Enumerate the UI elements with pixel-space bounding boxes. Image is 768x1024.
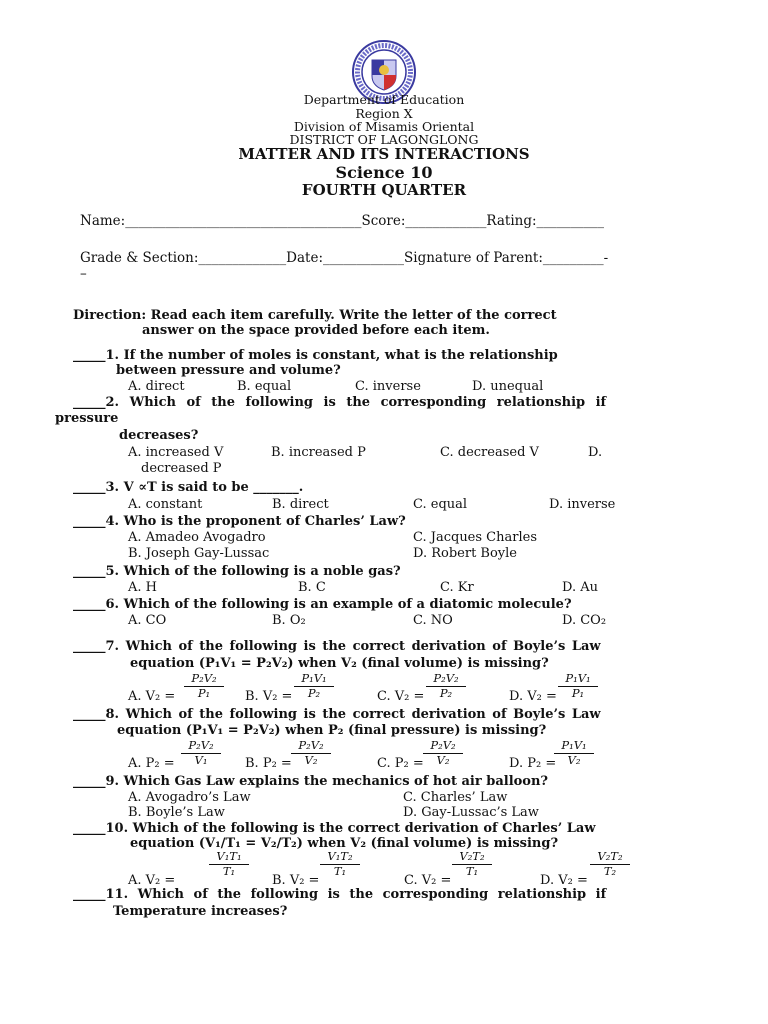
q6-choice-c: C. NO (413, 613, 453, 628)
q2-choice-c: C. decreased V (440, 445, 539, 460)
q4-choice-b: B. Joseph Gay-Lussac (128, 546, 270, 561)
q10-fraction-d (590, 851, 630, 877)
q8-a-numerator: P₂V₂ (181, 740, 221, 754)
q10-b-numerator: V₁T₂ (320, 851, 360, 865)
q8-d-numerator: P₁V₁ (554, 740, 594, 754)
q10-d-denominator: T₂ (603, 863, 617, 878)
q8-a-denominator: V₁ (194, 752, 208, 767)
q7-c-numerator: P₂V₂ (426, 673, 466, 687)
q1-choice-a: A. direct (128, 379, 185, 394)
q3-choice-a: A. constant (128, 497, 203, 512)
q8-c-numerator: P₂V₂ (423, 740, 463, 754)
question-1: _____1. If the number of moles is constant, what is the relationship (73, 348, 558, 363)
question-6: _____6. Which of the following is an example of a diatomic molecule? (73, 597, 572, 612)
q1-choice-d: D. unequal (472, 379, 544, 394)
q1-choice-b: B. equal (237, 379, 292, 394)
q2-choice-a: A. increased V (128, 445, 224, 460)
q7-choice-d: D. V₂ = (509, 689, 557, 704)
q8-choice-b: B. P₂ = (245, 756, 292, 771)
q7-fraction-a (184, 673, 224, 699)
q6-choice-d: D. CO₂ (562, 613, 607, 628)
q10-fraction-c (452, 851, 492, 877)
q5-choice-b: B. C (298, 580, 326, 595)
q7-a-numerator: P₂V₂ (184, 673, 224, 687)
header-division: Division of Misamis Oriental (293, 119, 475, 134)
q9-choice-b: B. Boyle’s Law (128, 805, 225, 820)
q10-c-numerator: V₂T₂ (452, 851, 492, 865)
q10-b-denominator: T₁ (333, 863, 347, 878)
q9-choice-a: A. Avogadro’s Law (128, 790, 251, 805)
q8-d-denominator: V₂ (567, 752, 581, 767)
grade-field-tail: – (80, 266, 87, 282)
question-7: _____7. Which of the following is the correct derivation of Boyle’s Law (73, 639, 601, 654)
q10-fraction-b (320, 851, 360, 877)
q1-choice-c: C. inverse (355, 379, 421, 394)
q7-fraction-b (294, 673, 334, 699)
q10-c-denominator: T₁ (465, 863, 479, 878)
q8-fraction-d (554, 740, 594, 766)
q7-choice-b: B. V₂ = (245, 689, 293, 704)
q2-choice-b: B. increased P (271, 445, 366, 460)
question-4: _____4. Who is the proponent of Charles’ Law? (73, 514, 406, 529)
question-5: _____5. Which of the following is a noble gas? (73, 564, 401, 579)
q3-choice-b: B. direct (272, 497, 329, 512)
question-3: _____3. V ∝T is said to be _______. (73, 480, 304, 495)
question-7-cont: equation (P₁V₁ = P₂V₂) when V₂ (final volume) is missing? (130, 656, 549, 671)
q10-choice-b: B. V₂ = (272, 873, 320, 888)
q7-d-numerator: P₁V₁ (558, 673, 598, 687)
q7-choice-a: A. V₂ = (128, 689, 176, 704)
q9-choice-d: D. Gay-Lussac’s Law (403, 805, 539, 820)
question-11-cont: Temperature increases? (113, 904, 288, 919)
q8-choice-d: D. P₂ = (509, 756, 557, 771)
question-1-cont: between pressure and volume? (116, 363, 341, 378)
q10-choice-c: C. V₂ = (404, 873, 452, 888)
q7-b-denominator: P₂ (307, 685, 321, 700)
question-8: _____8. Which of the following is the correct derivation of Boyle’s Law (73, 707, 601, 722)
question-2-cont: decreases? (119, 428, 199, 443)
q10-d-numerator: V₂T₂ (590, 851, 630, 865)
q8-fraction-a (181, 740, 221, 766)
q4-choice-d: D. Robert Boyle (413, 546, 517, 561)
q7-d-denominator: P₁ (571, 685, 585, 700)
q10-a-denominator: T₁ (222, 863, 236, 878)
q9-choice-c: C. Charles’ Law (403, 790, 508, 805)
q6-choice-a: A. CO (128, 613, 167, 628)
name-score-rating-field[interactable]: Name:___________________________________Score:____________Rating:__________ (80, 213, 605, 229)
q10-fraction-a (209, 851, 249, 877)
question-11: _____11. Which of the following is the corresponding relationship if (73, 887, 607, 902)
question-2: _____2. Which of the following is the corresponding relationship if (73, 395, 607, 410)
q8-choice-c: C. P₂ = (377, 756, 424, 771)
exam-title: MATTER AND ITS INTERACTIONS (238, 145, 530, 163)
header-department: Department of Education (303, 92, 465, 107)
question-10: _____10. Which of the following is the correct derivation of Charles’ Law (73, 821, 596, 836)
exam-subject: Science 10 (335, 163, 433, 182)
exam-quarter: FOURTH QUARTER (301, 181, 467, 199)
q10-choice-a: A. V₂ = (128, 873, 176, 888)
q7-c-denominator: P₂ (439, 685, 453, 700)
grade-date-signature-field[interactable]: Grade & Section:_____________Date:____________Signature of Parent:_________- (80, 250, 609, 266)
q8-choice-a: A. P₂ = (128, 756, 175, 771)
q5-choice-c: C. Kr (440, 580, 474, 595)
q7-choice-c: C. V₂ = (377, 689, 425, 704)
question-9: _____9. Which Gas Law explains the mechanics of hot air balloon? (73, 774, 549, 789)
header-district: DISTRICT OF LAGONGLONG (289, 132, 479, 147)
q10-choice-d: D. V₂ = (540, 873, 588, 888)
q8-fraction-c (423, 740, 463, 766)
question-10-cont: equation (V₁/T₁ = V₂/T₂) when V₂ (final volume) is missing? (130, 836, 559, 851)
q2-choice-d: D. (588, 445, 603, 460)
q5-choice-d: D. Au (562, 580, 598, 595)
q4-choice-a: A. Amadeo Avogadro (128, 530, 266, 545)
question-2-wrap: pressure (55, 411, 119, 426)
q8-fraction-b (291, 740, 331, 766)
q3-choice-c: C. equal (413, 497, 468, 512)
q4-choice-c: C. Jacques Charles (413, 530, 537, 545)
header-region: Region X (355, 106, 413, 121)
q8-b-denominator: V₂ (304, 752, 318, 767)
q3-choice-d: D. inverse (549, 497, 616, 512)
direction-line-1: Direction: Read each item carefully. Write the letter of the correct (73, 308, 557, 323)
q7-b-numerator: P₁V₁ (294, 673, 334, 687)
q2-choice-d-text: decreased P (141, 461, 222, 476)
q8-b-numerator: P₂V₂ (291, 740, 331, 754)
q7-fraction-d (558, 673, 598, 699)
q6-choice-b: B. O₂ (272, 613, 306, 628)
q10-a-numerator: V₁T₁ (209, 851, 249, 865)
q5-choice-a: A. H (128, 580, 157, 595)
question-8-cont: equation (P₁V₁ = P₂V₂) when P₂ (final pressure) is missing? (117, 723, 547, 738)
direction-line-2: answer on the space provided before each item. (142, 323, 490, 338)
q7-a-denominator: P₁ (197, 685, 211, 700)
q8-c-denominator: V₂ (436, 752, 450, 767)
q7-fraction-c (426, 673, 466, 699)
